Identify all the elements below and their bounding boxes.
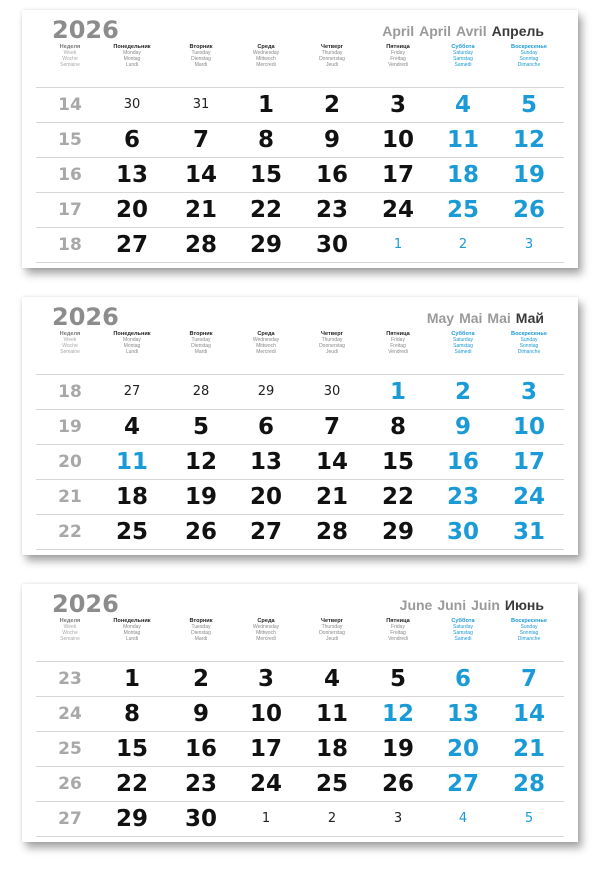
header-text: Mardi <box>194 636 208 642</box>
day-cell: 1 <box>393 237 403 252</box>
day-cell: 3 <box>520 379 537 405</box>
day-cell: 27 <box>115 232 148 258</box>
header-text: Dimanche <box>517 349 541 355</box>
week-row <box>22 228 578 262</box>
day-cell: 18 <box>315 736 348 762</box>
week-header <box>37 618 103 642</box>
day-cell: 24 <box>381 197 414 223</box>
day-cell: 3 <box>389 92 406 118</box>
day-cell: 18 <box>115 484 148 510</box>
header-text: Friday <box>391 337 405 343</box>
day-cell: 28 <box>315 519 348 545</box>
day-cell: 21 <box>512 736 545 762</box>
day-cell: 11 <box>446 127 479 153</box>
weekday-header <box>299 331 365 355</box>
day-cell: 4 <box>323 666 340 692</box>
day-cell: 8 <box>257 127 274 153</box>
day-cell: 19 <box>512 162 545 188</box>
day-cell: 2 <box>192 666 209 692</box>
header-text: Freitag <box>390 343 406 349</box>
header-text: Wednesday <box>252 337 280 343</box>
day-cell: 25 <box>115 519 148 545</box>
header-text: Friday <box>391 50 405 56</box>
day-cell: 25 <box>446 197 479 223</box>
header-text: Пятница <box>386 618 410 624</box>
week-row <box>22 158 578 192</box>
day-cell: 24 <box>512 484 545 510</box>
day-cell: 6 <box>454 666 471 692</box>
weekday-header <box>496 618 562 642</box>
day-cell: 6 <box>123 127 140 153</box>
day-cell: 3 <box>524 237 534 252</box>
day-cell: 29 <box>115 806 148 832</box>
header-text: Суббота <box>451 331 475 337</box>
day-cell: 11 <box>315 701 348 727</box>
header-text: Donnerstag <box>319 630 345 636</box>
day-cell: 7 <box>192 127 209 153</box>
week-row <box>22 375 578 409</box>
day-cell: 16 <box>315 162 348 188</box>
header-text: Tuesday <box>191 624 211 630</box>
day-cell: 12 <box>381 701 414 727</box>
day-cell: 2 <box>323 92 340 118</box>
header-text: Вторник <box>189 618 213 624</box>
header-text: Thursday <box>321 624 343 630</box>
header-text: Donnerstag <box>319 343 345 349</box>
header-text: Montag <box>123 56 141 62</box>
day-cell: 2 <box>458 237 468 252</box>
header-text: Tuesday <box>191 50 211 56</box>
header-text: Samedi <box>454 62 472 68</box>
day-cell: 26 <box>184 519 217 545</box>
day-cell: 22 <box>381 484 414 510</box>
month-panel <box>22 10 578 268</box>
day-cell: 13 <box>115 162 148 188</box>
month-name: May <box>426 310 455 326</box>
weekday-header <box>99 331 165 355</box>
day-cell: 11 <box>115 449 148 475</box>
header-text: Woche <box>62 56 78 62</box>
header-text: Samstag <box>453 630 473 636</box>
header-text: Dienstag <box>191 343 211 349</box>
header-text: Mardi <box>194 349 208 355</box>
header-text: Woche <box>62 343 78 349</box>
day-cell: 28 <box>184 232 217 258</box>
day-cell: 18 <box>446 162 479 188</box>
header-text: Thursday <box>321 337 343 343</box>
header-text: Vendredi <box>388 62 408 68</box>
header-text: Tuesday <box>191 337 211 343</box>
header-text: Суббота <box>451 44 475 50</box>
day-cell: 15 <box>249 162 282 188</box>
header-text: Freitag <box>390 56 406 62</box>
header-text: Friday <box>391 624 405 630</box>
weekday-header <box>99 618 165 642</box>
day-cell: 17 <box>249 736 282 762</box>
header-text: Wednesday <box>252 50 280 56</box>
header-text: Среда <box>257 331 275 337</box>
header-text: Vendredi <box>388 349 408 355</box>
day-cell: 30 <box>315 232 348 258</box>
header-text: Jeudi <box>326 636 338 642</box>
day-cell: 20 <box>446 736 479 762</box>
day-cell: 17 <box>381 162 414 188</box>
weekday-header <box>168 331 234 355</box>
header-text: Среда <box>257 618 275 624</box>
header-text: Sunday <box>520 337 538 343</box>
header-text: Mercredi <box>256 62 276 68</box>
day-cell: 30 <box>123 97 141 112</box>
header-text: Среда <box>257 44 275 50</box>
week-row <box>22 732 578 766</box>
header-text: Saturday <box>452 50 473 56</box>
day-cell: 14 <box>315 449 348 475</box>
header-text: Воскресенье <box>511 331 547 337</box>
week-row <box>22 410 578 444</box>
day-cell: 12 <box>184 449 217 475</box>
header-text: Samstag <box>453 56 473 62</box>
header-text: Donnerstag <box>319 56 345 62</box>
day-cell: 30 <box>323 384 341 399</box>
header-text: Monday <box>123 337 141 343</box>
day-cell: 28 <box>192 384 210 399</box>
header-text: Неделя <box>59 44 81 50</box>
weekday-header <box>233 331 299 355</box>
day-cell: 5 <box>524 811 534 826</box>
day-cell: 28 <box>512 771 545 797</box>
day-cell: 31 <box>512 519 545 545</box>
month-panel <box>22 297 578 555</box>
header-text: Saturday <box>452 337 473 343</box>
week-number: 27 <box>58 809 82 829</box>
month-name: Май <box>515 310 544 326</box>
day-cell: 7 <box>323 414 340 440</box>
week-number: 17 <box>58 200 82 220</box>
day-cell: 22 <box>115 771 148 797</box>
day-cell: 16 <box>184 736 217 762</box>
day-cell: 21 <box>184 197 217 223</box>
day-cell: 5 <box>389 666 406 692</box>
header-text: Вторник <box>189 44 213 50</box>
week-header <box>37 44 103 68</box>
week-number: 15 <box>58 130 82 150</box>
header-text: Jeudi <box>326 62 338 68</box>
day-cell: 10 <box>381 127 414 153</box>
header-text: Пятница <box>386 44 410 50</box>
header-text: Mercredi <box>256 636 276 642</box>
day-cell: 30 <box>184 806 217 832</box>
header-text: Lundi <box>125 636 139 642</box>
header-text: Samedi <box>454 349 472 355</box>
weekday-header <box>168 618 234 642</box>
day-cell: 24 <box>249 771 282 797</box>
header-text: Lundi <box>125 62 139 68</box>
day-cell: 17 <box>512 449 545 475</box>
day-cell: 2 <box>327 811 337 826</box>
day-cell: 19 <box>381 736 414 762</box>
header-text: Понедельник <box>113 44 151 50</box>
header-text: Montag <box>123 630 141 636</box>
row-divider <box>36 549 564 550</box>
week-row <box>22 123 578 157</box>
header-text: Monday <box>123 624 141 630</box>
day-cell: 6 <box>257 414 274 440</box>
day-cell: 4 <box>123 414 140 440</box>
header-text: Samedi <box>454 636 472 642</box>
day-cell: 2 <box>454 379 471 405</box>
day-cell: 31 <box>192 97 210 112</box>
header-text: Четверг <box>321 331 343 337</box>
week-row <box>22 697 578 731</box>
month-name: April <box>382 23 415 39</box>
weekday-header <box>496 331 562 355</box>
day-cell: 3 <box>393 811 403 826</box>
week-number: 24 <box>58 704 82 724</box>
day-cell: 29 <box>257 384 275 399</box>
header-text: Dienstag <box>191 56 211 62</box>
day-cell: 4 <box>458 811 468 826</box>
header-text: Saturday <box>452 624 473 630</box>
weekday-header <box>299 44 365 68</box>
week-row <box>22 480 578 514</box>
day-cell: 25 <box>315 771 348 797</box>
day-cell: 3 <box>257 666 274 692</box>
day-cell: 19 <box>184 484 217 510</box>
day-cell: 26 <box>512 197 545 223</box>
day-cell: 10 <box>512 414 545 440</box>
month-panel <box>22 584 578 842</box>
row-divider <box>36 262 564 263</box>
day-cell: 1 <box>261 811 271 826</box>
day-cell: 7 <box>520 666 537 692</box>
month-names <box>377 23 544 39</box>
day-cell: 26 <box>381 771 414 797</box>
weekday-header <box>299 618 365 642</box>
header-text: Воскресенье <box>511 44 547 50</box>
month-name: Июнь <box>504 597 544 613</box>
day-cell: 16 <box>446 449 479 475</box>
day-cell: 15 <box>381 449 414 475</box>
day-cell: 20 <box>249 484 282 510</box>
weekday-header <box>365 618 431 642</box>
month-name: Mai <box>459 310 483 326</box>
month-name: April <box>419 23 451 39</box>
week-number: 25 <box>58 739 82 759</box>
header-text: Wednesday <box>252 624 280 630</box>
header-text: Dimanche <box>517 62 541 68</box>
week-number: 18 <box>58 382 82 402</box>
day-cell: 27 <box>446 771 479 797</box>
year-label: 2026 <box>52 303 119 331</box>
header-text: Mardi <box>194 62 208 68</box>
week-row <box>22 193 578 227</box>
header-text: Dienstag <box>191 630 211 636</box>
header-text: Вторник <box>189 331 213 337</box>
header-text: Понедельник <box>113 618 151 624</box>
month-name: June <box>399 597 433 613</box>
weekday-header <box>496 44 562 68</box>
day-cell: 5 <box>520 92 537 118</box>
week-row <box>22 515 578 549</box>
month-names <box>395 597 544 613</box>
weekday-header <box>99 44 165 68</box>
header-text: Sonntag <box>519 630 539 636</box>
day-cell: 27 <box>249 519 282 545</box>
week-number: 18 <box>58 235 82 255</box>
day-cell: 1 <box>389 379 406 405</box>
week-number: 23 <box>58 669 82 689</box>
week-row <box>22 445 578 479</box>
weekday-header <box>233 618 299 642</box>
header-text: Mittwoch <box>256 56 276 62</box>
weekday-header <box>430 618 496 642</box>
day-cell: 21 <box>315 484 348 510</box>
day-cell: 13 <box>249 449 282 475</box>
weekday-header <box>430 331 496 355</box>
day-cell: 29 <box>249 232 282 258</box>
year-label: 2026 <box>52 590 119 618</box>
week-number: 20 <box>58 452 82 472</box>
header-text: Sunday <box>520 624 538 630</box>
header-text: Semaine <box>60 349 80 355</box>
header-text: Суббота <box>451 618 475 624</box>
day-cell: 23 <box>184 771 217 797</box>
week-number: 22 <box>58 522 82 542</box>
month-name: Juni <box>437 597 467 613</box>
header-text: Четверг <box>321 618 343 624</box>
month-name: Juin <box>471 597 500 613</box>
header-text: Mercredi <box>256 349 276 355</box>
header-text: Lundi <box>125 349 139 355</box>
day-cell: 23 <box>446 484 479 510</box>
week-header <box>37 331 103 355</box>
day-cell: 13 <box>446 701 479 727</box>
day-cell: 1 <box>257 92 274 118</box>
header-text: Week <box>63 50 77 56</box>
day-cell: 14 <box>512 701 545 727</box>
header-text: Sonntag <box>519 343 539 349</box>
header-text: Vendredi <box>388 636 408 642</box>
day-cell: 9 <box>192 701 209 727</box>
header-text: Dimanche <box>517 636 541 642</box>
day-cell: 12 <box>512 127 545 153</box>
day-cell: 15 <box>115 736 148 762</box>
header-text: Jeudi <box>326 349 338 355</box>
header-text: Mittwoch <box>256 630 276 636</box>
day-cell: 8 <box>123 701 140 727</box>
day-cell: 9 <box>454 414 471 440</box>
day-cell: 8 <box>389 414 406 440</box>
month-name: Апрель <box>491 23 544 39</box>
header-text: Sunday <box>520 50 538 56</box>
header-text: Samstag <box>453 343 473 349</box>
week-number: 19 <box>58 417 82 437</box>
header-text: Monday <box>123 50 141 56</box>
header-text: Montag <box>123 343 141 349</box>
week-number: 16 <box>58 165 82 185</box>
week-number: 21 <box>58 487 82 507</box>
weekday-header <box>168 44 234 68</box>
day-cell: 30 <box>446 519 479 545</box>
header-text: Freitag <box>390 630 406 636</box>
day-cell: 20 <box>115 197 148 223</box>
header-text: Thursday <box>321 50 343 56</box>
day-cell: 4 <box>454 92 471 118</box>
header-text: Semaine <box>60 62 80 68</box>
day-cell: 27 <box>123 384 141 399</box>
day-cell: 29 <box>381 519 414 545</box>
month-name: Mai <box>487 310 511 326</box>
weekday-header <box>365 331 431 355</box>
day-cell: 1 <box>123 666 140 692</box>
week-number: 14 <box>58 95 82 115</box>
month-name: Avril <box>455 23 487 39</box>
day-cell: 10 <box>249 701 282 727</box>
month-names <box>422 310 544 326</box>
weekday-header <box>233 44 299 68</box>
header-text: Воскресенье <box>511 618 547 624</box>
weekday-header <box>365 44 431 68</box>
day-cell: 5 <box>192 414 209 440</box>
day-cell: 14 <box>184 162 217 188</box>
week-row <box>22 802 578 836</box>
week-number: 26 <box>58 774 82 794</box>
week-row <box>22 88 578 122</box>
header-text: Понедельник <box>113 331 151 337</box>
weekday-header <box>430 44 496 68</box>
header-text: Semaine <box>60 636 80 642</box>
header-text: Mittwoch <box>256 343 276 349</box>
week-row <box>22 767 578 801</box>
week-row <box>22 662 578 696</box>
header-text: Пятница <box>386 331 410 337</box>
header-text: Week <box>63 624 77 630</box>
row-divider <box>36 836 564 837</box>
header-text: Неделя <box>59 331 81 337</box>
header-text: Неделя <box>59 618 81 624</box>
header-text: Четверг <box>321 44 343 50</box>
day-cell: 23 <box>315 197 348 223</box>
header-text: Week <box>63 337 77 343</box>
year-label: 2026 <box>52 16 119 44</box>
day-cell: 9 <box>323 127 340 153</box>
header-text: Woche <box>62 630 78 636</box>
day-cell: 22 <box>249 197 282 223</box>
header-text: Sonntag <box>519 56 539 62</box>
